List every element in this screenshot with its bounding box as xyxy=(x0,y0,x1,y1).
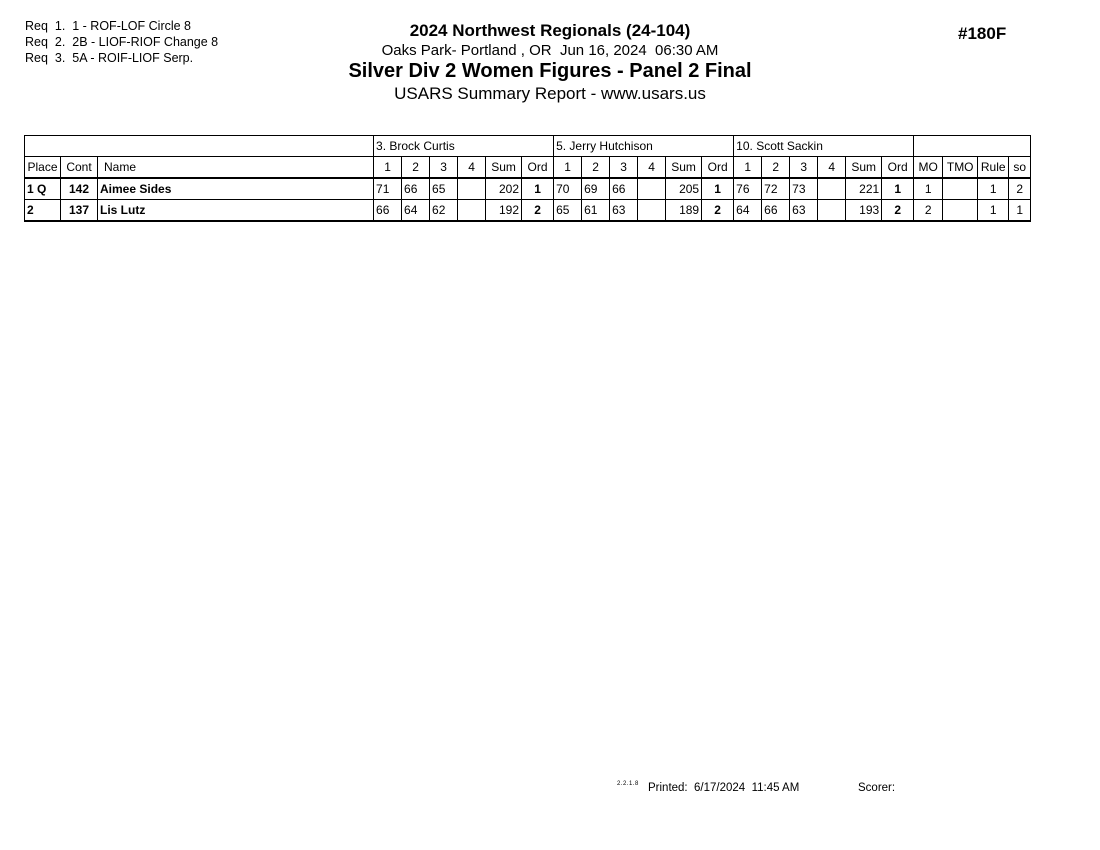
place-cell: 1 Q xyxy=(25,178,61,200)
ordinal-cell: 1 xyxy=(522,178,554,200)
col-header-score4: 4 xyxy=(458,157,486,179)
score-cell xyxy=(818,200,846,222)
score-cell: 64 xyxy=(734,200,762,222)
ordinal-cell: 1 xyxy=(882,178,914,200)
col-header-ord: Ord xyxy=(882,157,914,179)
printed-timestamp: Printed: 6/17/2024 11:45 AM xyxy=(648,782,800,794)
col-header-place: Place xyxy=(25,157,61,179)
so-cell: 2 xyxy=(1009,178,1031,200)
event-number: #180F xyxy=(958,24,1007,43)
spacer-cell xyxy=(25,136,374,157)
col-header-cont: Cont xyxy=(61,157,98,179)
requirement-line: Req 3. 5A - ROIF-LIOF Serp. xyxy=(25,51,194,65)
contestant-number-cell: 137 xyxy=(61,200,98,222)
score-cell xyxy=(458,200,486,222)
rule-cell: 1 xyxy=(978,200,1009,222)
event-title: Silver Div 2 Women Figures - Panel 2 Final xyxy=(348,60,752,82)
score-cell: 62 xyxy=(430,200,458,222)
col-header-ord: Ord xyxy=(522,157,554,179)
sum-cell: 192 xyxy=(486,200,522,222)
score-cell: 70 xyxy=(554,178,582,200)
sum-cell: 193 xyxy=(846,200,882,222)
score-cell: 65 xyxy=(430,178,458,200)
scorer-label: Scorer: xyxy=(858,782,896,794)
col-header-so: so xyxy=(1009,157,1031,179)
score-cell: 66 xyxy=(374,200,402,222)
score-cell: 66 xyxy=(762,200,790,222)
judge-name: 10. Scott Sackin xyxy=(734,136,914,157)
score-cell: 66 xyxy=(402,178,430,200)
col-header-score1: 1 xyxy=(374,157,402,179)
col-header-score4: 4 xyxy=(638,157,666,179)
col-header-score3: 3 xyxy=(790,157,818,179)
col-header-tmo: TMO xyxy=(943,157,978,179)
software-version: 2.2.1.8 xyxy=(617,781,639,787)
col-header-sum: Sum xyxy=(666,157,702,179)
mo-cell: 2 xyxy=(914,200,943,222)
so-cell: 1 xyxy=(1009,200,1031,222)
result-row xyxy=(25,200,1031,222)
col-header-score1: 1 xyxy=(734,157,762,179)
mo-cell: 1 xyxy=(914,178,943,200)
competition-title: 2024 Northwest Regionals (24-104) xyxy=(409,21,691,40)
results-table-wrapper xyxy=(24,135,1031,222)
ordinal-cell: 2 xyxy=(882,200,914,222)
rule-cell: 1 xyxy=(978,178,1009,200)
report-header xyxy=(0,21,1100,104)
score-cell: 64 xyxy=(402,200,430,222)
sum-cell: 202 xyxy=(486,178,522,200)
sum-cell: 189 xyxy=(666,200,702,222)
col-header-sum: Sum xyxy=(486,157,522,179)
contestant-number-cell: 142 xyxy=(61,178,98,200)
ordinal-cell: 2 xyxy=(702,200,734,222)
col-header-rule: Rule xyxy=(978,157,1009,179)
judge-name: 3. Brock Curtis xyxy=(374,136,554,157)
sum-cell: 221 xyxy=(846,178,882,200)
tmo-cell xyxy=(943,178,978,200)
result-row xyxy=(25,178,1031,200)
ordinal-cell: 1 xyxy=(702,178,734,200)
spacer-cell xyxy=(914,136,1031,157)
score-cell: 63 xyxy=(610,200,638,222)
sum-cell: 205 xyxy=(666,178,702,200)
col-header-ord: Ord xyxy=(702,157,734,179)
col-header-score3: 3 xyxy=(430,157,458,179)
results-table xyxy=(24,135,1031,222)
col-header-mo: MO xyxy=(914,157,943,179)
col-header-score4: 4 xyxy=(818,157,846,179)
place-cell: 2 xyxy=(25,200,61,222)
ordinal-cell: 2 xyxy=(522,200,554,222)
requirement-line: Req 2. 2B - LIOF-RIOF Change 8 xyxy=(25,35,219,49)
score-cell xyxy=(638,200,666,222)
report-type-line: USARS Summary Report - www.usars.us xyxy=(394,84,706,103)
judge-name: 5. Jerry Hutchison xyxy=(554,136,734,157)
column-header-row xyxy=(25,157,1031,179)
score-cell: 65 xyxy=(554,200,582,222)
score-cell xyxy=(638,178,666,200)
tmo-cell xyxy=(943,200,978,222)
score-cell: 71 xyxy=(374,178,402,200)
score-cell: 76 xyxy=(734,178,762,200)
col-header-score1: 1 xyxy=(554,157,582,179)
col-header-score3: 3 xyxy=(610,157,638,179)
skater-name-cell: Aimee Sides xyxy=(98,178,374,200)
score-cell: 73 xyxy=(790,178,818,200)
requirement-line: Req 1. 1 - ROF-LOF Circle 8 xyxy=(25,19,192,33)
skater-name-cell: Lis Lutz xyxy=(98,200,374,222)
score-cell: 72 xyxy=(762,178,790,200)
judge-header-row xyxy=(25,136,1031,157)
score-cell xyxy=(458,178,486,200)
score-cell: 63 xyxy=(790,200,818,222)
score-cell xyxy=(818,178,846,200)
score-cell: 61 xyxy=(582,200,610,222)
col-header-sum: Sum xyxy=(846,157,882,179)
score-cell: 66 xyxy=(610,178,638,200)
report-footer xyxy=(0,779,1100,799)
col-header-score2: 2 xyxy=(582,157,610,179)
venue-date-line: Oaks Park- Portland , OR Jun 16, 2024 06:30 AM xyxy=(381,42,719,59)
score-cell: 69 xyxy=(582,178,610,200)
col-header-name: Name xyxy=(98,157,374,179)
col-header-score2: 2 xyxy=(402,157,430,179)
col-header-score2: 2 xyxy=(762,157,790,179)
